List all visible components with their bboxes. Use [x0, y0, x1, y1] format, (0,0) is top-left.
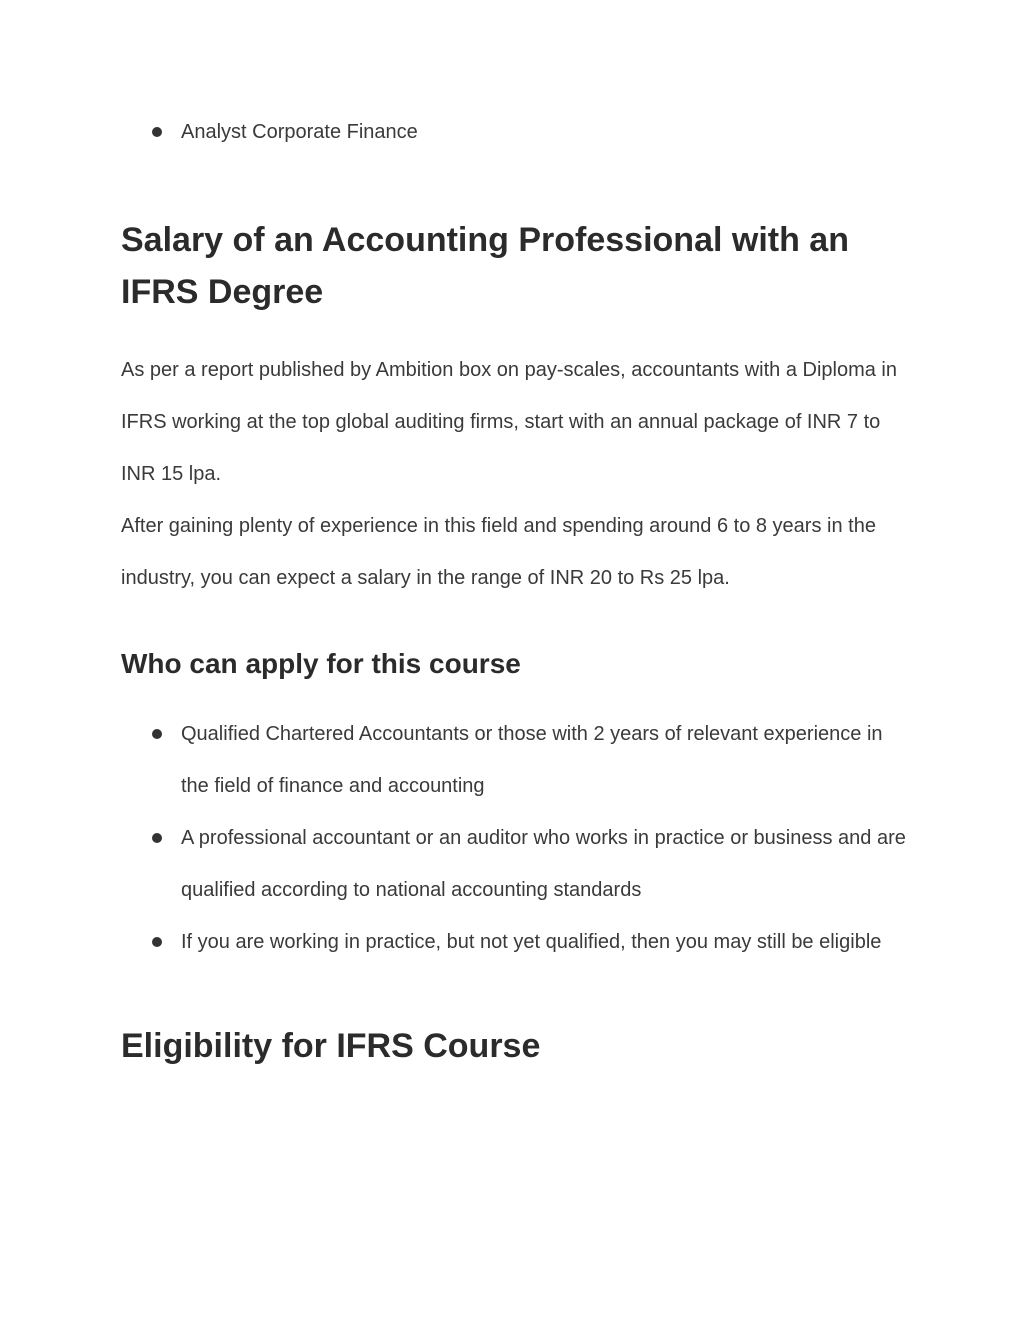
- salary-heading: Salary of an Accounting Professional with an IFRS Degree: [121, 221, 849, 311]
- bullet-icon: [152, 833, 162, 843]
- bullet-icon: [152, 127, 162, 137]
- list-item-text: A professional accountant or an auditor who works in practice or business and are qualified according to national accounting standards: [181, 827, 906, 901]
- salary-paragraph-1: As per a report published by Ambition box on pay-scales, accountants with a Diploma in IFRS working at the top global auditing firms, start with an annual package of INR 7 to INR 15 lpa.: [121, 359, 897, 485]
- bullet-icon: [152, 937, 162, 947]
- document-content: [121, 106, 911, 1072]
- list-item-text: If you are working in practice, but not yet qualified, then you may still be eligible: [181, 931, 882, 953]
- list-item: [121, 106, 911, 158]
- salary-paragraph-2: After gaining plenty of experience in this field and spending around 6 to 8 years in the industry, you can expect a salary in the range of INR 20 to Rs 25 lpa.: [121, 515, 876, 589]
- eligibility-heading: Eligibility for IFRS Course: [121, 1027, 541, 1065]
- list-item: [121, 916, 911, 968]
- bullet-icon: [152, 729, 162, 739]
- list-item: [121, 708, 911, 812]
- list-item: [121, 812, 911, 916]
- list-item-text: Qualified Chartered Accountants or those with 2 years of relevant experience in the field of finance and accounting: [181, 723, 883, 797]
- who-can-apply-heading: Who can apply for this course: [121, 648, 521, 679]
- who-can-apply-list: [121, 708, 911, 968]
- top-bullet-list: [121, 106, 911, 158]
- list-item-text: Analyst Corporate Finance: [181, 121, 418, 143]
